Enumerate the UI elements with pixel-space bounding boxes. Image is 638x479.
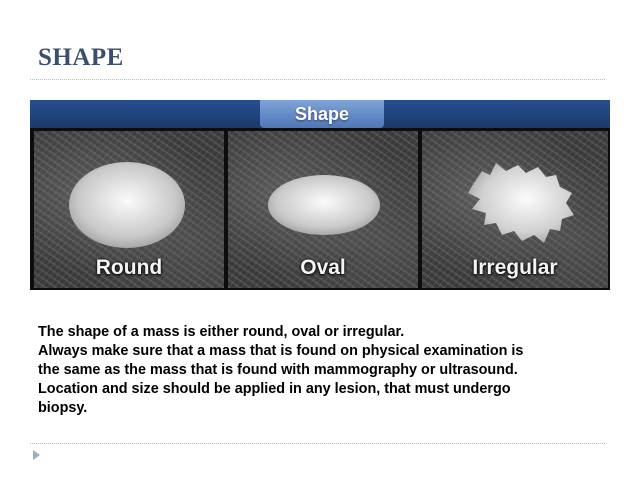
round-mass-shape [69,162,185,248]
body-line: The shape of a mass is either round, oval or irregular. [38,324,405,340]
mammogram-panel-irregular [422,131,608,288]
irregular-mass-shape [468,163,574,243]
body-paragraph [38,323,598,418]
bottom-divider [30,443,605,444]
figure-header-title: Shape [260,100,384,128]
mammogram-panel-round [34,131,224,288]
shape-figure [30,100,610,290]
panel-label-irregular: Irregular [472,256,558,279]
panel-label-oval: Oval [300,256,346,279]
triangle-bullet-icon [33,450,40,460]
mammogram-panel-oval [228,131,418,288]
slide-title: SHAPE [38,44,124,71]
body-line: Always make sure that a mass that is found on physical examination is [38,343,524,359]
oval-mass-shape [268,175,380,235]
title-divider [30,79,605,80]
figure-header-bar [30,100,610,128]
body-line: the same as the mass that is found with mammography or ultrasound. [38,362,518,378]
panel-label-round: Round [95,256,163,279]
body-line: biopsy. [38,400,88,416]
body-line: Location and size should be applied in any lesion, that must undergo [38,381,511,397]
